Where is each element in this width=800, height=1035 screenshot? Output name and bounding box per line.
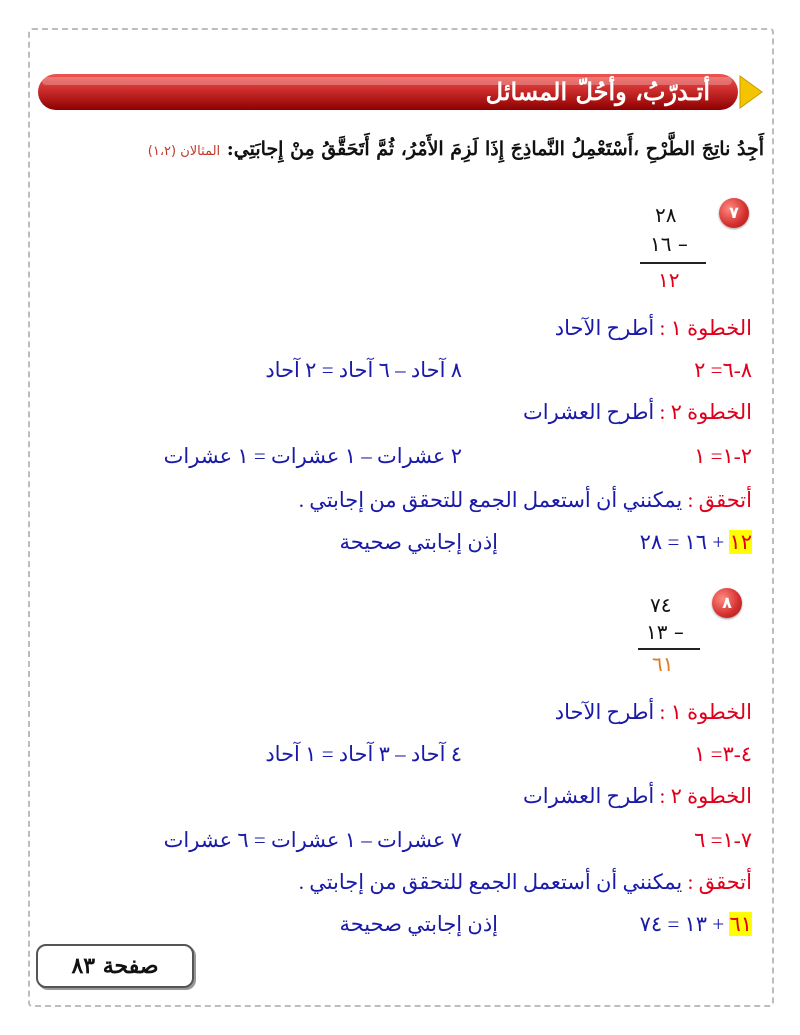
step1-calc: ٤-٣= ١ — [694, 742, 752, 766]
check-text: يمكنني أن أستعمل الجمع للتحقق من إجابتي . — [298, 870, 683, 894]
step1-calc: ٨-٦= ٢ — [694, 358, 752, 382]
check-rest: + ١٣ = ٧٤ — [639, 912, 725, 936]
step2-label: الخطوة ٢ : — [659, 400, 752, 424]
check-label: أتحقق : — [687, 488, 752, 512]
step2-text: أطرح العشرات — [523, 784, 655, 808]
page-number-label: صفحة ٨٣ — [36, 944, 194, 988]
examples-reference: المثالان (١،٢) — [147, 144, 221, 159]
problem-number-badge: ٨ — [712, 588, 742, 618]
step1-line — [555, 700, 752, 725]
check-rest: + ١٦ = ٢٨ — [639, 530, 725, 554]
step2-words: ٢ عشرات – ١ عشرات = ١ عشرات — [163, 444, 462, 468]
result: ٦١ — [652, 652, 674, 676]
minuend: ٧٤ — [650, 593, 672, 617]
check-equation — [640, 912, 752, 937]
subtrahend: ١٦ – — [650, 232, 688, 256]
instruction-main: أَجِدُ ناتِجَ الطَّرْحِ ،أَسْتَعْمِلُ النَّماذِجَ إِذَا لَزِمَ الأَمْرُ، ثُمَّ أَتَحَقَّقُ مِنْ إِجابَتِي: — [226, 138, 764, 160]
step1-text: أطرح الآحاد — [554, 700, 655, 724]
step2-label: الخطوة ٢ : — [659, 784, 752, 808]
step2-line — [523, 784, 752, 809]
step1-text: أطرح الآحاد — [554, 316, 655, 340]
check-highlighted-result: ١٢ — [729, 530, 752, 554]
subtrahend: ١٣ – — [646, 620, 684, 644]
problem-number-badge: ٧ — [719, 198, 749, 228]
conclusion: إذن إجابتي صحيحة — [339, 530, 498, 554]
conclusion: إذن إجابتي صحيحة — [339, 912, 498, 936]
step2-calc: ٧-١= ٦ — [694, 828, 752, 852]
check-text: يمكنني أن أستعمل الجمع للتحقق من إجابتي . — [298, 488, 683, 512]
step1-line — [555, 316, 752, 341]
subtraction-line — [640, 262, 706, 264]
check-line — [299, 488, 752, 513]
result: ١٢ — [658, 268, 680, 292]
check-label: أتحقق : — [687, 870, 752, 894]
step1-words: ٨ آحاد – ٦ آحاد = ٢ آحاد — [265, 358, 462, 382]
check-highlighted-result: ٦١ — [729, 912, 752, 936]
page-border — [28, 28, 774, 1007]
step1-label: الخطوة ١ : — [659, 700, 752, 724]
step1-words: ٤ آحاد – ٣ آحاد = ١ آحاد — [265, 742, 462, 766]
step2-calc: ٢-١= ١ — [694, 444, 752, 468]
step2-line — [523, 400, 752, 425]
step2-words: ٧ عشرات – ١ عشرات = ٦ عشرات — [163, 828, 462, 852]
subtraction-line — [638, 648, 700, 650]
step2-text: أطرح العشرات — [523, 400, 655, 424]
instruction-text — [148, 138, 764, 160]
minuend: ٢٨ — [655, 203, 677, 227]
check-line — [299, 870, 752, 895]
check-equation — [640, 530, 752, 555]
section-title: أتـدرّبُ، وأحُلّ المسائل — [485, 77, 710, 106]
step1-label: الخطوة ١ : — [659, 316, 752, 340]
